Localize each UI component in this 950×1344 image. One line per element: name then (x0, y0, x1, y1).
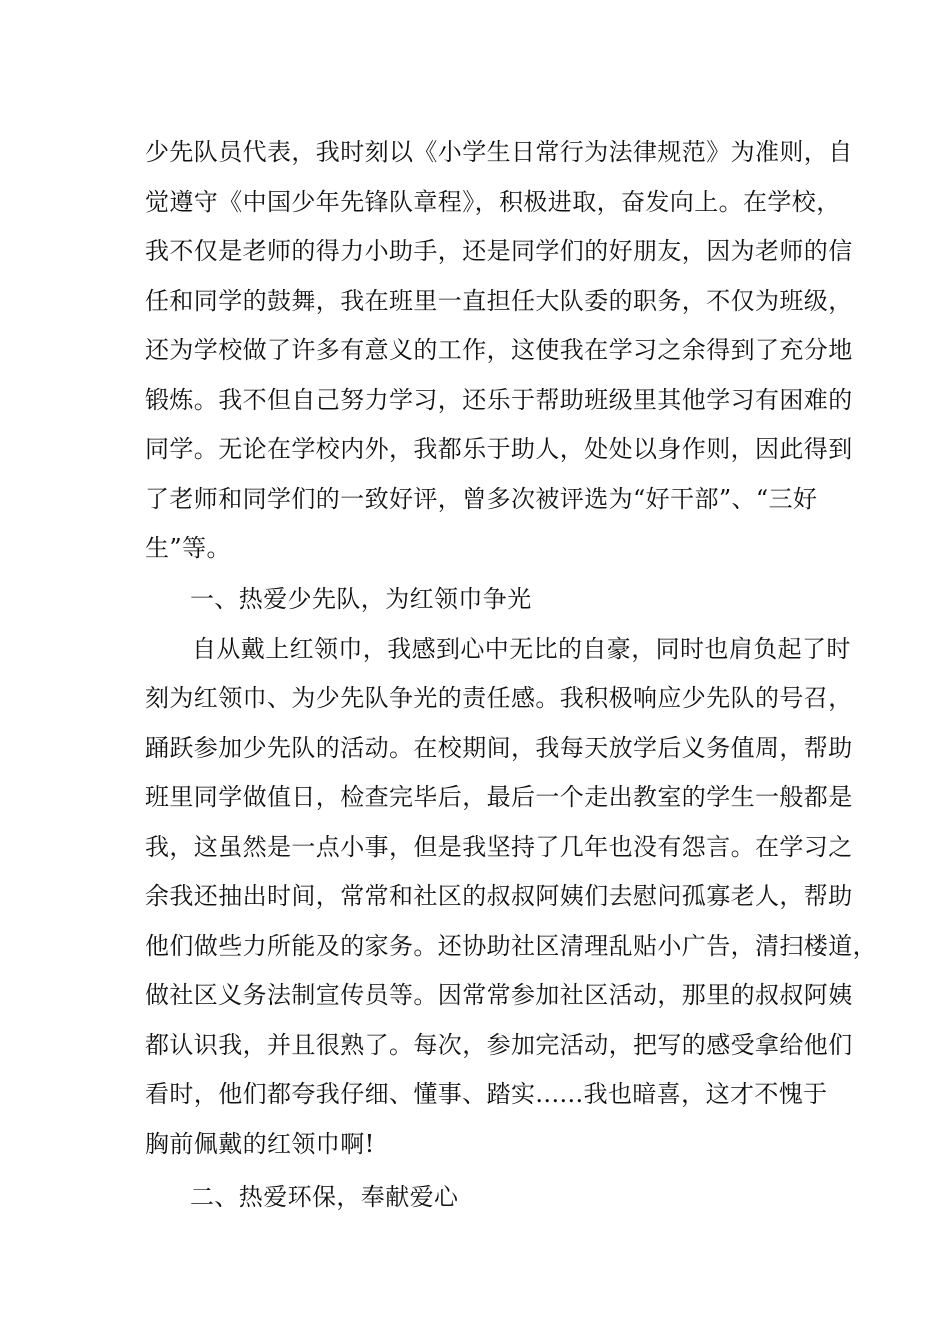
paragraph-line: 还为学校做了许多有意义的工作，这使我在学习之余得到了充分地 (145, 336, 853, 364)
paragraph-line: 锻炼。我不但自己努力学习，还乐于帮助班级里其他学习有困难的 (145, 386, 853, 414)
paragraph-line: 少先队员代表，我时刻以《小学生日常行为法律规范》为准则，自 (145, 138, 853, 166)
paragraph-line: 胸前佩戴的红领巾啊! (145, 1130, 375, 1158)
section-heading: 二、热爱环保，奉献爱心 (190, 1183, 459, 1211)
paragraph-line: 做社区义务法制宣传员等。因常常参加社区活动，那里的叔叔阿姨 (145, 981, 853, 1009)
paragraph-line: 踊跃参加少先队的活动。在校期间，我每天放学后义务值周，帮助 (145, 734, 853, 762)
paragraph-line: 任和同学的鼓舞，我在班里一直担任大队委的职务，不仅为班级， (145, 287, 853, 315)
section-heading: 一、热爱少先队，为红领巾争光 (190, 585, 532, 613)
paragraph-line: 班里同学做值日，检查完毕后，最后一个走出教室的学生一般都是 (145, 783, 853, 811)
paragraph-line: 自从戴上红领巾，我感到心中无比的自豪，同时也肩负起了时 (192, 635, 851, 663)
paragraph-line: 余我还抽出时间，常常和社区的叔叔阿姨们去慰问孤寡老人，帮助 (145, 882, 853, 910)
paragraph-line: 生”等。 (145, 534, 231, 562)
paragraph-line: 我不仅是老师的得力小助手，还是同学们的好朋友，因为老师的信 (145, 237, 853, 265)
paragraph-line: 都认识我，并且很熟了。每次，参加完活动，把写的感受拿给他们 (145, 1031, 853, 1059)
paragraph-line: 刻为红领巾、为少先队争光的责任感。我积极响应少先队的号召， (145, 684, 853, 712)
paragraph-line: 我，这虽然是一点小事，但是我坚持了几年也没有怨言。在学习之 (145, 833, 853, 861)
paragraph-line: 了老师和同学们的一致好评，曾多次被评选为“好干部”、“三好 (145, 485, 818, 513)
paragraph-line: 看时，他们都夸我仔细、懂事、踏实......我也暗喜，这才不愧于 (145, 1080, 828, 1108)
paragraph-line: 同学。无论在学校内外，我都乐于助人，处处以身作则，因此得到 (145, 435, 853, 463)
paragraph-line: 他们做些力所能及的家务。还协助社区清理乱贴小广告，清扫楼道， (145, 932, 877, 960)
paragraph-line: 觉遵守《中国少年先锋队章程》，积极进取，奋发向上。在学校， (145, 188, 841, 216)
